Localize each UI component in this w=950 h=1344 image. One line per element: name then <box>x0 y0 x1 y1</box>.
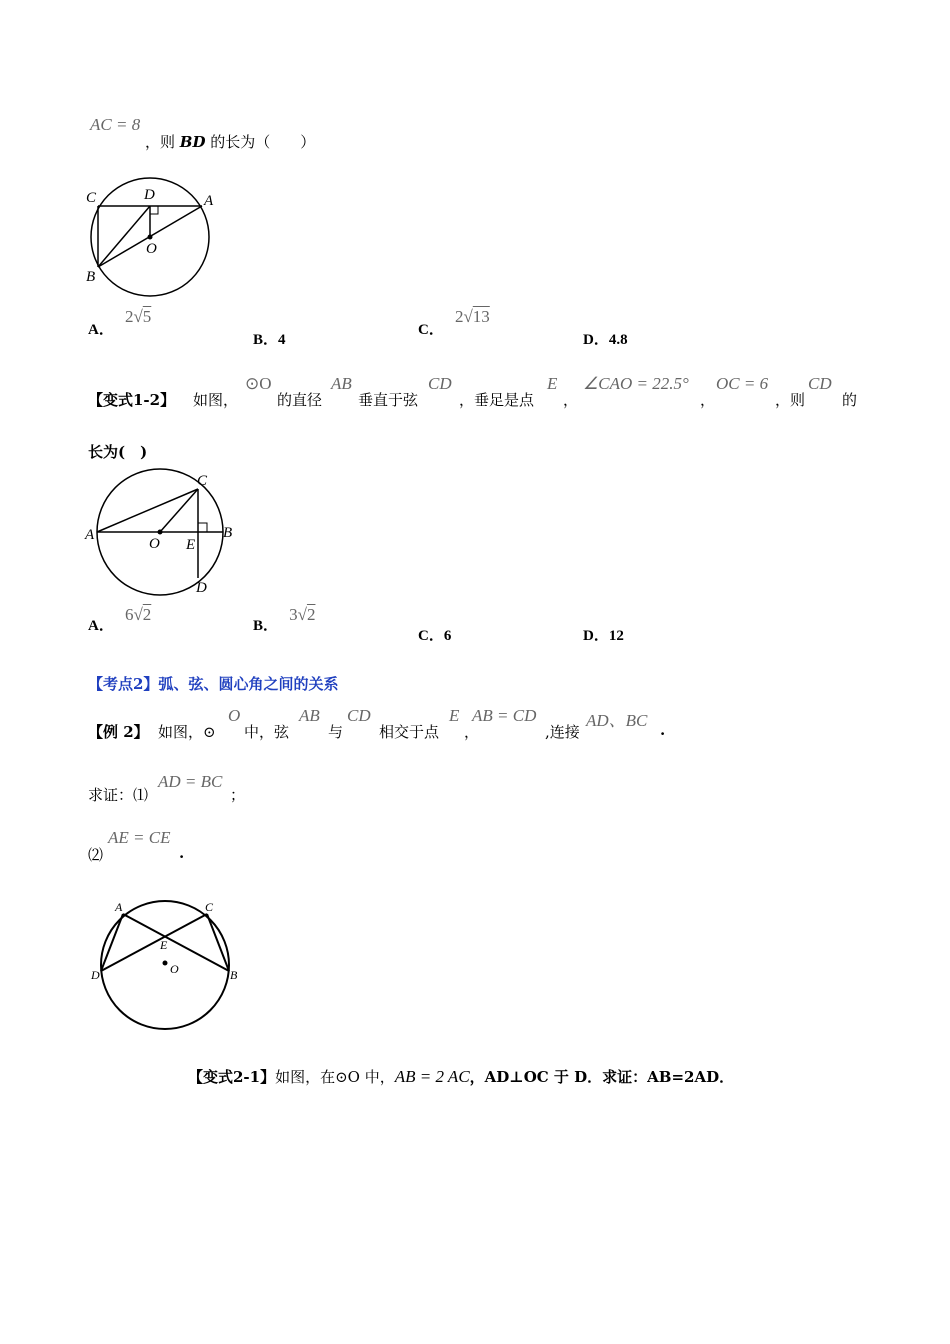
q12-option-b-coef: 3 <box>289 605 298 624</box>
q1-option-d-value: 4.8 <box>608 332 628 348</box>
ex2-text-7: . <box>660 721 666 739</box>
ex2-e: E <box>449 706 460 725</box>
q12-option-d[interactable] <box>583 624 624 645</box>
q12-circle-o: ⊙O <box>245 374 272 393</box>
ex2-label-c: C <box>205 900 214 914</box>
q1-text-pre: ，则 <box>145 133 180 151</box>
q1-option-b-value: 4 <box>278 332 286 348</box>
ex2-prove-1: AD = BC <box>158 772 223 791</box>
q1-option-d[interactable] <box>583 328 628 349</box>
q12-text-7: ，则 <box>775 391 806 409</box>
q1-option-a-letter: A． <box>88 322 114 338</box>
ex2-ad-bc: AD、BC <box>586 711 648 730</box>
q1-option-a[interactable]: A． 2√5 <box>88 307 152 338</box>
q12-cd: CD <box>428 374 452 393</box>
q1-option-c-coef: 2 <box>454 307 464 326</box>
section-heading: 【考点2】弧、弦、圆心角之间的关系 <box>88 675 339 693</box>
q12-option-a[interactable]: A． 6√2 <box>88 605 152 634</box>
q12-text-4: ，垂足是点 <box>459 391 535 409</box>
q1-option-a-coef: 2 <box>124 307 134 326</box>
q12-e: E <box>547 374 558 393</box>
ex2-figure <box>85 895 245 1035</box>
q12-tag: 【变式1-2】 <box>88 391 176 409</box>
q1-option-b-letter: B． <box>253 332 279 348</box>
q1-option-c-letter: C． <box>418 322 444 338</box>
q12-text-1: 如图， <box>193 391 239 409</box>
ex2-text-4: 相交于点 <box>379 723 440 741</box>
q12-option-a-coef: 6 <box>124 605 134 624</box>
ex2-prove-label: 求证：⑴ <box>88 786 149 804</box>
q12-label-o: O <box>149 536 160 552</box>
q1-label-a: A <box>204 193 214 209</box>
q12-option-b-letter: B． <box>253 618 279 634</box>
q12-angle: ∠CAO = 22.5° <box>583 374 689 393</box>
q12-label-d: D <box>196 580 207 596</box>
q1-label-b: B <box>86 269 96 285</box>
q12-text-6: ， <box>700 391 716 409</box>
q1-option-c-rad: 13 <box>472 307 490 326</box>
q12-label-a: A <box>85 527 95 543</box>
ex2-o: O <box>228 706 241 725</box>
q12-option-d-letter: D． <box>583 628 609 644</box>
q12-text-2: 的直径 <box>277 391 323 409</box>
q1-bd-label: BD <box>179 133 206 151</box>
q1-option-d-letter: D． <box>583 332 609 348</box>
ex2-label-a: A <box>115 900 123 914</box>
ex2-label-e: E <box>160 938 168 952</box>
q1-label-o: O <box>146 241 157 257</box>
q12-option-a-letter: A． <box>88 618 114 634</box>
q12-option-d-value: 12 <box>608 628 624 644</box>
q12-oc: OC = 6 <box>716 374 769 393</box>
ex2-prove-2-label: ⑵ <box>88 846 104 864</box>
q1-figure <box>80 175 220 305</box>
q1-option-c[interactable]: C． 2√13 <box>418 307 490 338</box>
q12-figure <box>80 468 240 598</box>
q12-option-b-rad: 2 <box>306 605 316 624</box>
q12-text-5: ， <box>563 391 579 409</box>
ex2-text-2: 中，弦 <box>244 723 290 741</box>
ex2-text-1: 如图，⊙ <box>158 723 216 741</box>
q21-text-2: ，AD⊥OC 于 D．求证：AB=2AD． <box>469 1068 735 1086</box>
q12-ab: AB <box>331 374 352 393</box>
q1-option-b[interactable] <box>253 328 286 349</box>
q21-arc-equation: AB = 2 AC <box>394 1067 470 1086</box>
q12-line-2: 长为( ) <box>88 443 148 461</box>
q1-option-a-rad: 5 <box>142 307 152 326</box>
q21-line <box>188 1066 734 1087</box>
q12-option-a-rad: 2 <box>142 605 152 624</box>
q1-question-text <box>145 131 315 152</box>
q12-cd-2: CD <box>808 374 832 393</box>
ex2-text-6: ,连接 <box>545 723 580 741</box>
ex2-text-5: ， <box>464 723 480 741</box>
ex2-label-o: O <box>170 962 179 976</box>
q12-option-c[interactable] <box>418 624 451 645</box>
q12-option-c-value: 6 <box>443 628 452 644</box>
ex2-label-b: B <box>230 968 238 982</box>
ex2-text-3: 与 <box>328 723 344 741</box>
ex2-label-d: D <box>91 968 100 982</box>
q1-condition: AC = 8 <box>90 115 141 134</box>
q12-text-3: 垂直于弦 <box>358 391 419 409</box>
q12-option-c-letter: C． <box>418 628 444 644</box>
q1-label-c: C <box>86 190 97 206</box>
q12-label-b: B <box>223 525 233 541</box>
q1-label-d: D <box>144 187 155 203</box>
ex2-tag: 【例 2】 <box>88 723 149 741</box>
q12-label-c: C <box>197 473 208 489</box>
ex2-cd: CD <box>347 706 371 725</box>
ex2-equation: AB = CD <box>472 706 537 725</box>
ex2-prove-1-end: ； <box>230 786 246 804</box>
q12-text-8: 的 <box>842 391 858 409</box>
q12-option-b[interactable]: B． 3√2 <box>253 605 316 634</box>
q21-text-1: 如图，在⊙O 中， <box>275 1068 395 1086</box>
ex2-prove-2: AE = CE <box>108 828 171 847</box>
ex2-prove-2-end: . <box>179 844 185 862</box>
ex2-ab: AB <box>299 706 320 725</box>
q1-text-post: 的长为（ ） <box>205 133 316 151</box>
q12-label-e: E <box>186 537 196 553</box>
q21-tag: 【变式2-1】 <box>188 1068 276 1086</box>
